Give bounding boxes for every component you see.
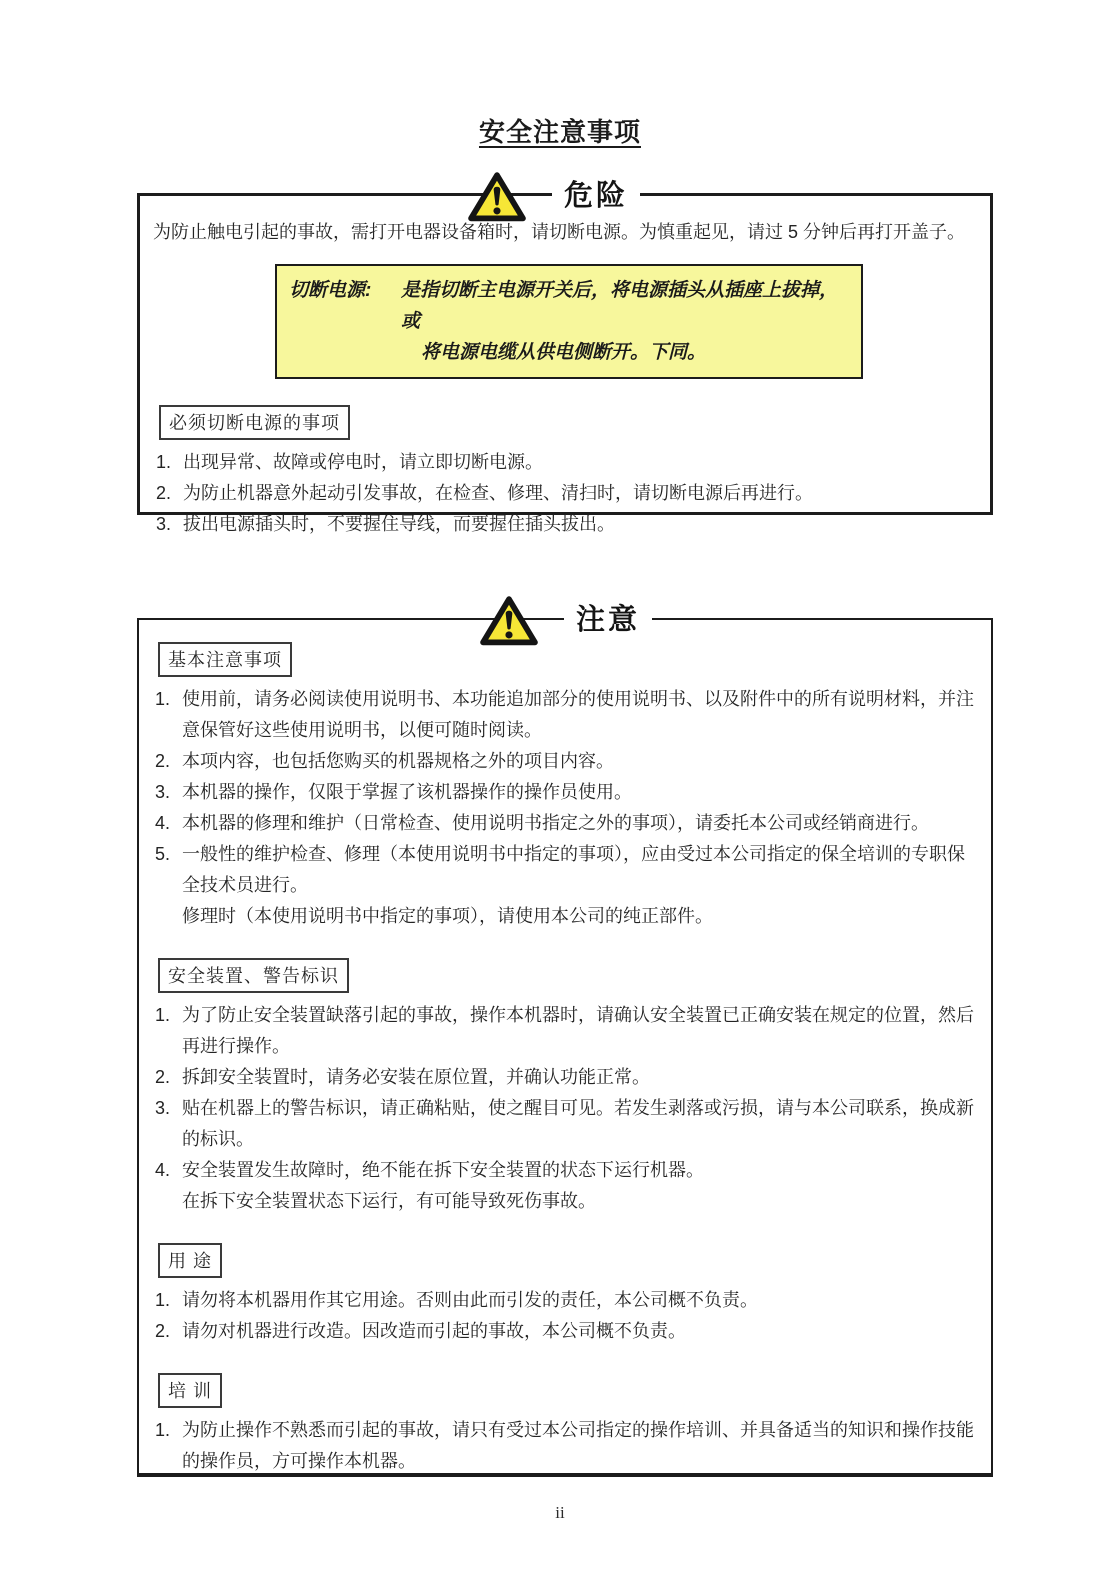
danger-header — [468, 167, 640, 225]
caution-section — [137, 604, 993, 1477]
list-item — [152, 839, 981, 932]
list-item — [152, 1062, 981, 1093]
item-text: 拆卸安全装置时，请务必安装在原位置，并确认功能正常。 — [182, 1067, 650, 1087]
caution-list-basic — [152, 684, 981, 932]
item-number: 2. — [156, 483, 172, 503]
item-text — [182, 839, 981, 932]
warning-triangle-icon — [480, 594, 538, 647]
item-number: 3. — [155, 782, 171, 802]
item-number: 2. — [155, 1067, 171, 1087]
caution-list-safety-devices — [152, 1000, 981, 1217]
warning-triangle-icon — [468, 170, 526, 223]
item-text — [182, 1155, 981, 1217]
item-note-line: 修理时（本使用说明书中指定的事项），请使用本公司的纯正部件。 — [182, 906, 713, 926]
page-title — [0, 112, 1120, 149]
list-item — [152, 1285, 981, 1316]
item-number: 3. — [156, 514, 172, 534]
item-text-line: 一般性的维护检查、修理（本使用说明书中指定的事项），应由受过本公司指定的保全培训的专职保全技术员进行。 — [182, 844, 965, 895]
caution-subheading-basic: 基本注意事项 — [158, 642, 292, 677]
caution-content — [139, 620, 991, 1477]
danger-list — [153, 447, 980, 540]
caution-subheading-usage: 用 途 — [158, 1243, 222, 1278]
item-text-line: 安全装置发生故障时，绝不能在拆下安全装置的状态下运行机器。 — [182, 1160, 704, 1180]
item-text: 使用前，请务必阅读使用说明书、本功能追加部分的使用说明书、以及附件中的所有说明材料，并注意保管好这些使用说明书，以便可随时阅读。 — [182, 689, 974, 740]
item-text: 本项内容，也包括您购买的机器规格之外的项目内容。 — [182, 751, 614, 771]
item-text: 请勿对机器进行改造。因改造而引起的事故，本公司概不负责。 — [182, 1321, 686, 1341]
item-text: 贴在机器上的警告标识，请正确粘贴，使之醒目可见。若发生剥落或污损，请与本公司联系，换成新的标识。 — [182, 1098, 974, 1149]
caution-list-usage — [152, 1285, 981, 1347]
danger-section — [137, 180, 993, 534]
list-item — [153, 478, 980, 509]
caution-subheading-training: 培 训 — [158, 1373, 222, 1408]
list-item — [152, 1415, 981, 1477]
page-title-text: 安全注意事项 — [478, 117, 641, 147]
item-text: 出现异常、故障或停电时，请立即切断电源。 — [183, 452, 543, 472]
definition-body — [401, 275, 851, 368]
list-item — [153, 447, 980, 478]
definition-term: 切断电源: — [289, 280, 372, 301]
list-item — [152, 1155, 981, 1217]
caution-label: 注意 — [564, 598, 652, 642]
caution-subheading-safety-devices: 安全装置、警告标识 — [158, 958, 349, 993]
item-text: 请勿将本机器用作其它用途。否则由此而引发的责任，本公司概不负责。 — [182, 1290, 758, 1310]
item-number: 4. — [155, 1160, 171, 1180]
list-item — [152, 777, 981, 808]
danger-content — [140, 196, 990, 540]
item-number: 2. — [155, 1321, 171, 1341]
caution-header — [480, 591, 652, 649]
page-number: ii — [555, 1503, 565, 1522]
list-item — [153, 509, 980, 540]
item-number: 1. — [155, 1005, 171, 1025]
list-item — [152, 1000, 981, 1062]
item-number: 1. — [155, 689, 171, 709]
list-item — [152, 1316, 981, 1347]
item-text: 本机器的操作，仅限于掌握了该机器操作的操作员使用。 — [182, 782, 632, 802]
item-number: 1. — [155, 1420, 171, 1440]
item-text: 为防止操作不熟悉而引起的事故，请只有受过本公司指定的操作培训、并具备适当的知识和操作技能的操作员，方可操作本机器。 — [182, 1420, 974, 1471]
definition-line-1: 是指切断主电源开关后，将电源插头从插座上拔掉，或 — [401, 280, 839, 332]
item-number: 4. — [155, 813, 171, 833]
list-item — [152, 1093, 981, 1155]
item-text: 为了防止安全装置缺落引起的事故，操作本机器时，请确认安全装置已正确安装在规定的位置，然后再进行操作。 — [182, 1005, 974, 1056]
danger-label: 危险 — [552, 174, 640, 218]
danger-subheading: 必须切断电源的事项 — [159, 405, 350, 440]
definition-line-2: 将电源电缆从供电侧断开。下同。 — [421, 342, 707, 363]
item-text: 为防止机器意外起动引发事故，在检查、修理、清扫时，请切断电源后再进行。 — [183, 483, 813, 503]
item-number: 1. — [156, 452, 172, 472]
item-note-line: 在拆下安全装置状态下运行，有可能导致死伤事故。 — [182, 1191, 596, 1211]
list-item — [152, 808, 981, 839]
danger-intro-text: 为防止触电引起的事故，需打开电器设备箱时，请切断电源。为慎重起见，请过 5 分钟后再打开盖子。 — [153, 222, 966, 242]
item-text: 拔出电源插头时，不要握住导线，而要握住插头拔出。 — [183, 514, 615, 534]
item-number: 2. — [155, 751, 171, 771]
item-number: 5. — [155, 844, 171, 864]
item-text: 本机器的修理和维护（日常检查、使用说明书指定之外的事项），请委托本公司或经销商进行。 — [182, 813, 929, 833]
item-number: 1. — [155, 1290, 171, 1310]
list-item — [152, 746, 981, 777]
list-item — [152, 684, 981, 746]
item-number: 3. — [155, 1098, 171, 1118]
power-off-definition-box — [275, 264, 863, 379]
caution-list-training — [152, 1415, 981, 1477]
